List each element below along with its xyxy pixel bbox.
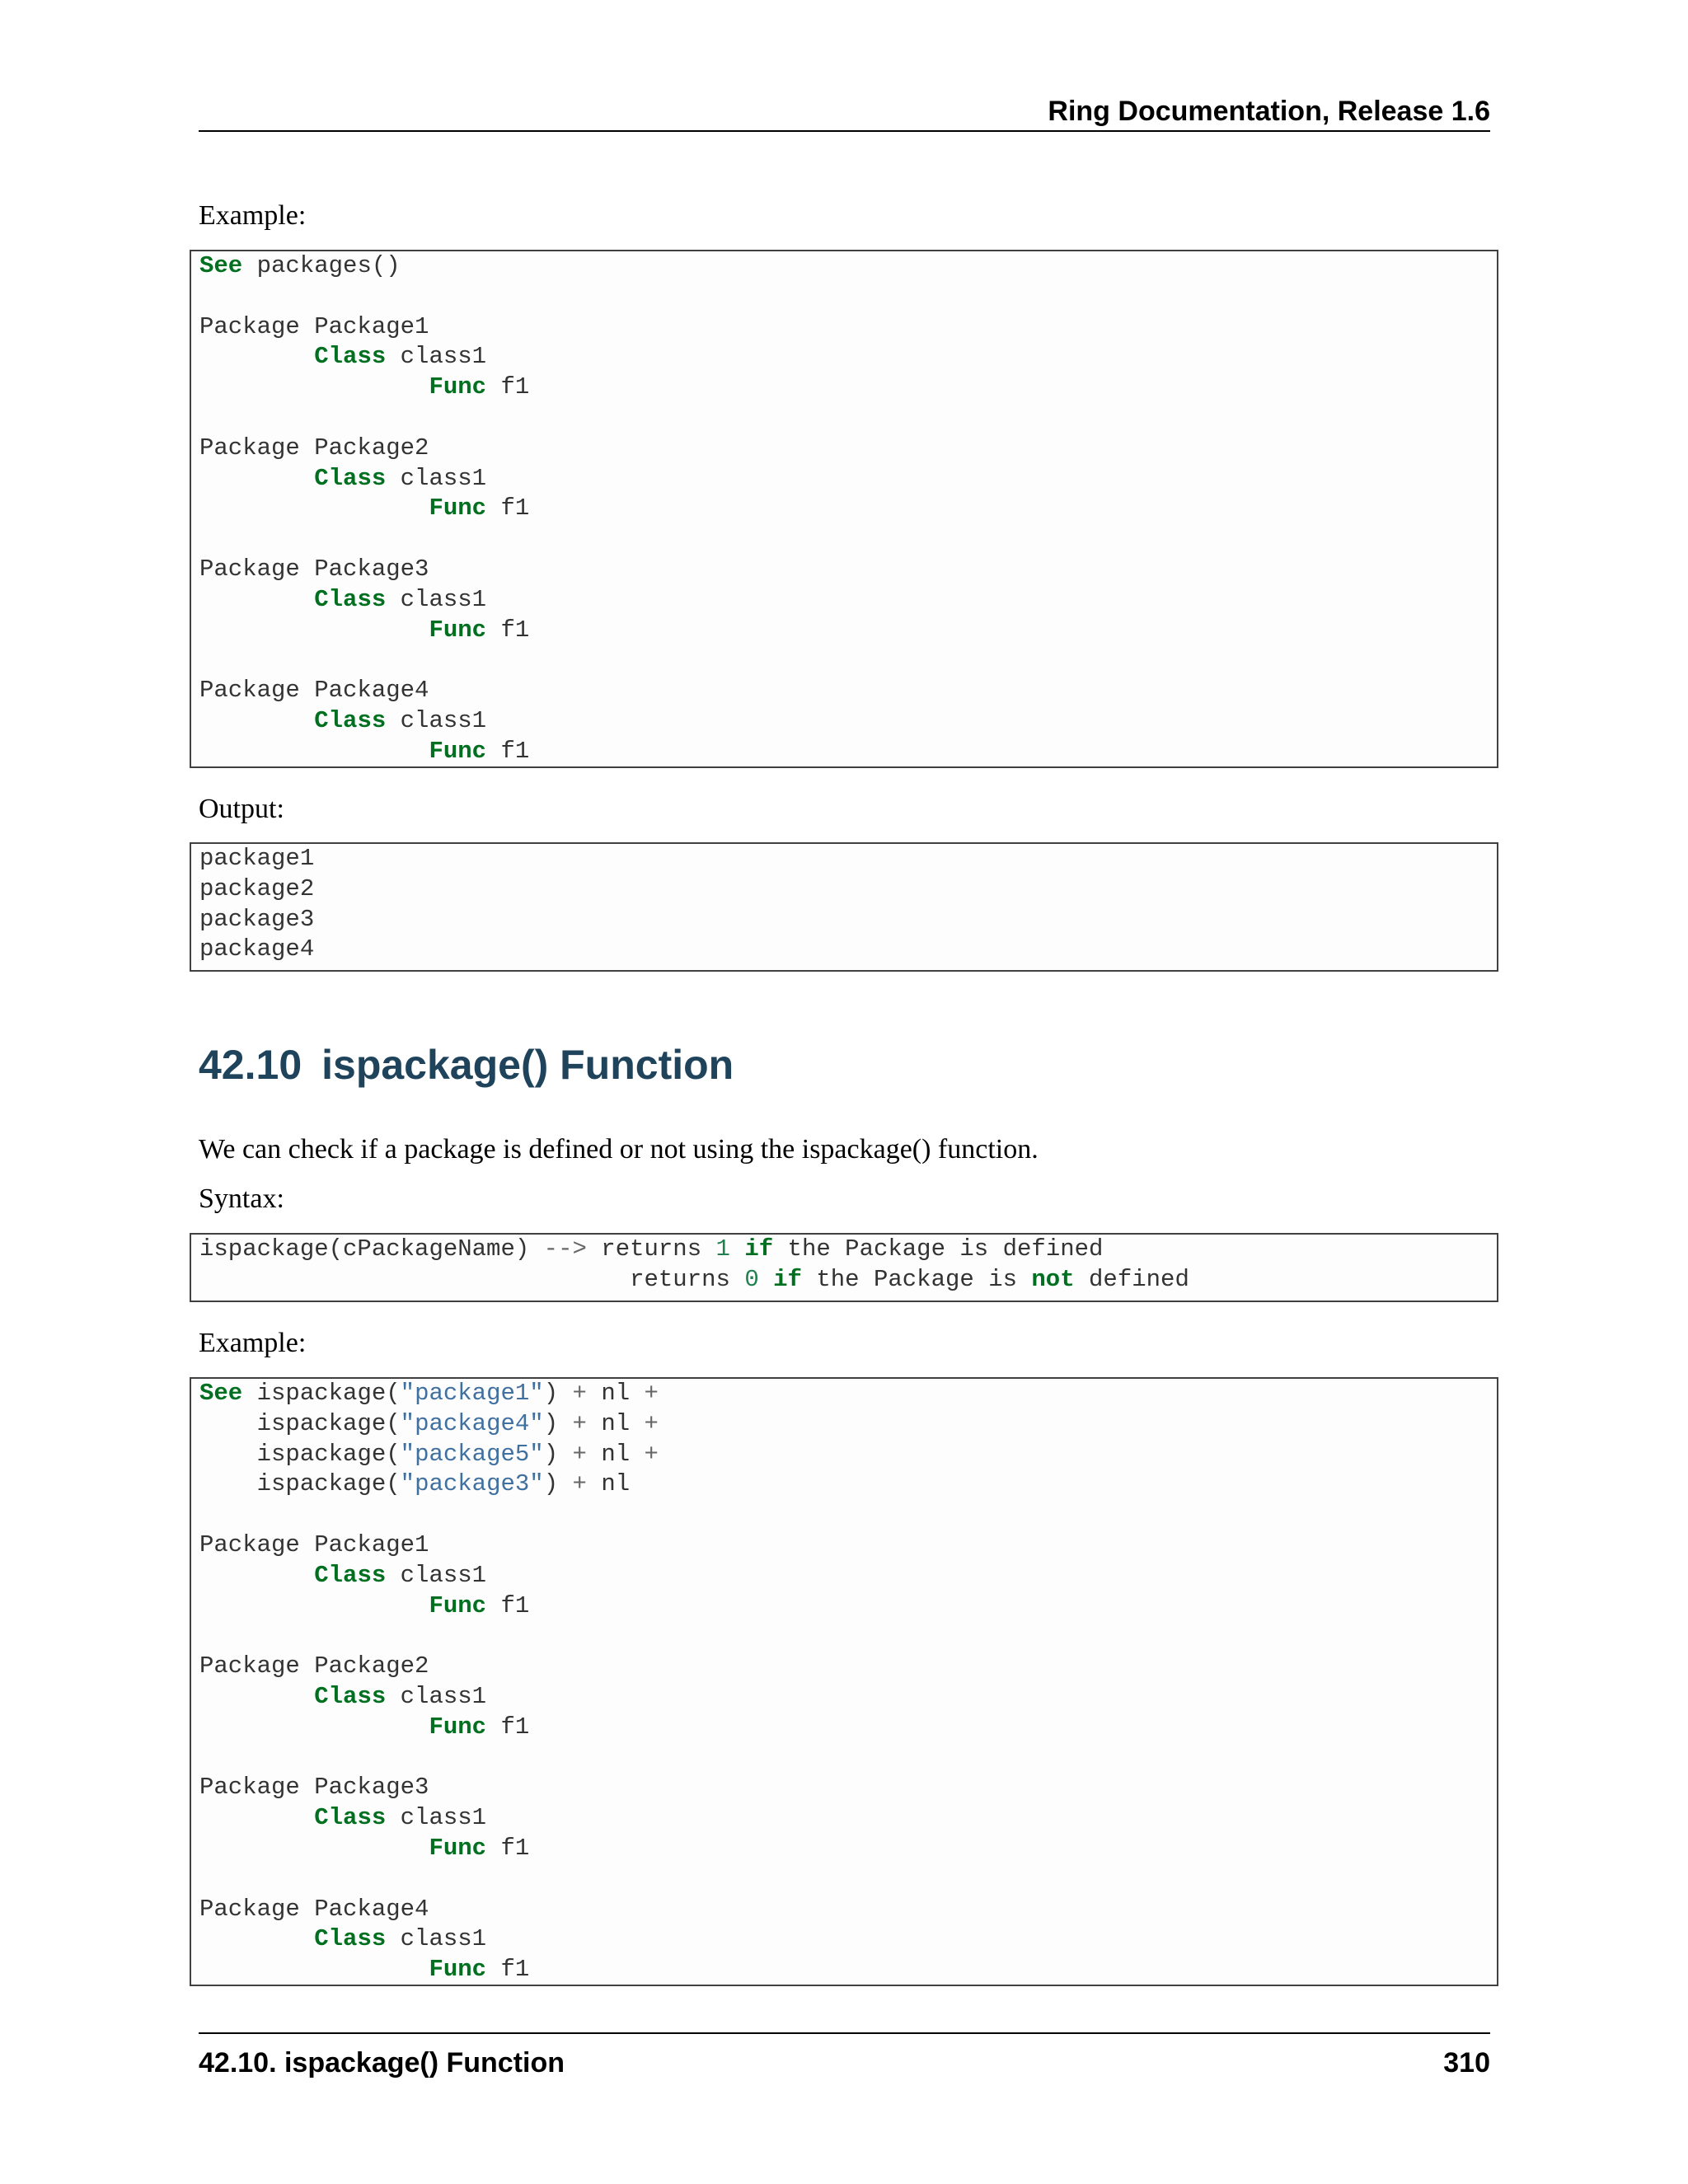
string: package3	[415, 1470, 530, 1498]
code-line	[199, 737, 1497, 767]
keyword: Class	[314, 706, 387, 734]
code-line-blank	[199, 1621, 1497, 1652]
code-line	[199, 706, 1497, 737]
code-text: )	[543, 1380, 559, 1407]
keyword: Func	[429, 1591, 487, 1619]
code-block-syntax[interactable]	[190, 1233, 1498, 1302]
code-text: f1	[486, 1713, 530, 1741]
number: 0	[744, 1265, 759, 1293]
code-text: nl	[601, 1409, 631, 1437]
code-line	[199, 1924, 1497, 1955]
code-text: the Package is	[773, 1235, 989, 1263]
code-line: Package Package1	[199, 312, 429, 340]
keyword: if	[744, 1235, 774, 1263]
keyword: Class	[314, 1804, 387, 1832]
header-title: Ring Documentation, Release 1.6	[1048, 96, 1490, 127]
keyword: Func	[429, 494, 487, 523]
code-text: class1	[386, 343, 487, 371]
code-text: f1	[486, 1591, 530, 1619]
code-text: class1	[386, 1682, 487, 1710]
keyword: Func	[429, 616, 487, 644]
code-line	[199, 1409, 1497, 1440]
code-text: )	[543, 1470, 559, 1498]
example-label: Example:	[199, 1328, 307, 1358]
keyword: Class	[314, 585, 387, 613]
code-text: class1	[386, 1561, 487, 1589]
string: "	[529, 1440, 544, 1468]
string: package5	[415, 1440, 530, 1468]
code-text: ispackage(cPackageName)	[199, 1235, 530, 1263]
code-line	[199, 1265, 1497, 1296]
code-text: class1	[386, 1804, 487, 1832]
operator: +	[644, 1380, 659, 1407]
output-line: package2	[199, 874, 315, 902]
code-line	[199, 342, 1497, 373]
code-line: Package Package2	[199, 434, 429, 462]
code-text: f1	[486, 1956, 530, 1984]
keyword: See	[199, 252, 243, 279]
code-text: class1	[386, 464, 487, 492]
code-line	[199, 1955, 1497, 1985]
code-line: Package Package4	[199, 1895, 429, 1923]
example-label: Example:	[199, 200, 307, 231]
code-line	[199, 464, 1497, 494]
keyword: if	[773, 1265, 802, 1293]
code-line	[199, 1379, 1497, 1409]
string: "	[529, 1409, 544, 1437]
section-title: ispackage() Function	[321, 1042, 734, 1088]
string: package1	[415, 1380, 530, 1407]
code-line-blank	[199, 645, 1497, 676]
keyword: Class	[314, 343, 387, 371]
code-line	[199, 1469, 1497, 1500]
code-line	[199, 1591, 1497, 1622]
string: "	[400, 1409, 415, 1437]
section-number: 42.10	[199, 1042, 302, 1088]
code-line	[199, 1561, 1497, 1591]
code-text: f1	[486, 1834, 530, 1862]
keyword: not	[1031, 1265, 1075, 1293]
string: "	[400, 1380, 415, 1407]
operator: +	[644, 1409, 659, 1437]
code-line	[199, 1803, 1497, 1834]
keyword: Class	[314, 464, 387, 492]
code-line	[199, 585, 1497, 616]
code-line	[199, 1834, 1497, 1864]
code-text: class1	[386, 706, 487, 734]
code-line: Package Package2	[199, 1652, 429, 1680]
number: 1	[715, 1235, 730, 1263]
code-text: class1	[386, 585, 487, 613]
code-text: the Package is	[801, 1265, 1017, 1293]
code-text: f1	[486, 616, 530, 644]
output-label: Output:	[199, 794, 284, 824]
string: package4	[415, 1409, 530, 1437]
operator: +	[572, 1440, 587, 1468]
code-text: nl	[601, 1440, 631, 1468]
section-heading	[199, 1040, 734, 1090]
page-header	[199, 92, 1490, 132]
code-line: Package Package1	[199, 1530, 429, 1558]
syntax-label: Syntax:	[199, 1183, 284, 1214]
code-line-blank	[199, 1500, 1497, 1530]
string: "	[400, 1470, 415, 1498]
keyword: Class	[314, 1925, 387, 1953]
code-text: packages()	[242, 252, 401, 279]
keyword: Func	[429, 1713, 487, 1741]
code-text: )	[543, 1440, 559, 1468]
code-line	[199, 1682, 1497, 1713]
footer-section: 42.10. ispackage() Function	[199, 2047, 565, 2079]
code-text: )	[543, 1409, 559, 1437]
operator: +	[572, 1380, 587, 1407]
string: "	[400, 1440, 415, 1468]
operator: +	[572, 1409, 587, 1437]
operator: -->	[543, 1235, 587, 1263]
operator: +	[644, 1440, 659, 1468]
output-line: package4	[199, 935, 315, 963]
code-text: ispackage(	[256, 1470, 401, 1498]
string: "	[529, 1380, 544, 1407]
code-text: f1	[486, 494, 530, 523]
code-block-output[interactable]	[190, 842, 1498, 972]
keyword: See	[199, 1380, 243, 1407]
code-line: Package Package3	[199, 555, 429, 583]
code-text: defined	[1074, 1265, 1189, 1293]
code-text: f1	[486, 373, 530, 401]
code-line-blank	[199, 1864, 1497, 1895]
code-line-blank	[199, 403, 1497, 434]
code-text: class1	[386, 1925, 487, 1953]
code-line	[199, 251, 1497, 282]
code-line	[199, 494, 1497, 524]
code-text: nl	[601, 1470, 631, 1498]
code-line	[199, 373, 1497, 403]
output-line: package3	[199, 905, 315, 933]
code-text: returns	[630, 1265, 730, 1293]
code-text: defined	[988, 1235, 1104, 1263]
page-footer	[199, 2032, 1490, 2087]
code-block-example-1[interactable]	[190, 250, 1498, 768]
section-description: We can check if a package is defined or not using the ispackage() function.	[199, 1134, 1039, 1165]
code-line	[199, 1713, 1497, 1743]
code-line-blank	[199, 1743, 1497, 1774]
code-line: Package Package3	[199, 1774, 429, 1802]
keyword: Func	[429, 737, 487, 765]
keyword: Class	[314, 1561, 387, 1589]
page-number: 310	[1443, 2047, 1490, 2079]
code-text: ispackage(	[256, 1380, 401, 1407]
code-line-blank	[199, 524, 1497, 555]
code-line	[199, 1235, 1497, 1265]
code-line-blank	[199, 282, 1497, 312]
code-line: Package Package4	[199, 677, 429, 705]
code-line	[199, 616, 1497, 646]
code-text: returns	[601, 1235, 702, 1263]
code-block-example-2[interactable]	[190, 1377, 1498, 1986]
keyword: Func	[429, 1956, 487, 1984]
code-text: ispackage(	[256, 1440, 401, 1468]
operator: +	[572, 1470, 587, 1498]
code-line	[199, 1440, 1497, 1470]
keyword: Func	[429, 373, 487, 401]
code-text: nl	[601, 1380, 631, 1407]
code-text: ispackage(	[256, 1409, 401, 1437]
keyword: Func	[429, 1834, 487, 1862]
keyword: Class	[314, 1682, 387, 1710]
output-line: package1	[199, 845, 315, 872]
code-text: f1	[486, 737, 530, 765]
string: "	[529, 1470, 544, 1498]
